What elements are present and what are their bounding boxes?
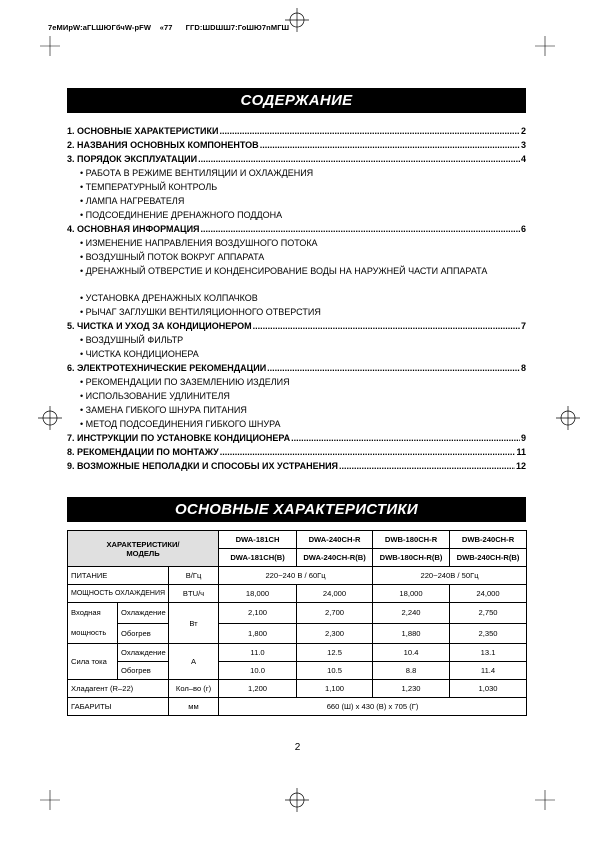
toc-entry xyxy=(67,124,526,138)
row-label: мощность xyxy=(71,628,107,637)
table-row xyxy=(68,680,527,698)
model-name: DWA-240CH-R(B) xyxy=(297,549,373,567)
toc-subentry xyxy=(67,375,526,389)
toc-dot-leader xyxy=(219,124,520,138)
print-header-line: 7eМИрW:аГLШЮГбчW-pFW «77 ГГD:ШDШШ7:ГоШЮ7nМГШ xyxy=(48,23,290,32)
toc-subentry-title: • ВОЗДУШНЫЙ ФИЛЬТР xyxy=(80,335,184,345)
value-cell: 1,100 xyxy=(297,680,373,698)
value-cell: 2,700 xyxy=(297,603,373,624)
toc-entry-title: 6. ЭЛЕКТРОТЕХНИЧЕСКИЕ РЕКОМЕНДАЦИИ xyxy=(67,363,267,373)
table-row xyxy=(68,698,527,716)
crop-mark-top-left-icon xyxy=(40,36,70,66)
mode-label: Обогрев xyxy=(118,662,169,680)
spec-header-cell xyxy=(68,531,219,567)
toc-dot-leader xyxy=(201,222,520,236)
unit-cell: Кол–во (г) xyxy=(169,680,219,698)
value-cell: 11.4 xyxy=(450,662,527,680)
model-name: DWB-180CH-R xyxy=(373,531,450,549)
registration-mark-top-icon xyxy=(285,8,309,32)
unit-cell: A xyxy=(169,644,219,680)
value-cell: 8.8 xyxy=(373,662,450,680)
registration-mark-right-icon xyxy=(556,406,580,430)
crop-mark-bottom-right-icon xyxy=(535,790,565,820)
value-cell: 11.0 xyxy=(219,644,297,662)
toc-dot-leader xyxy=(267,361,520,375)
toc-page-number: 6 xyxy=(520,224,526,234)
crop-mark-bottom-left-icon xyxy=(40,790,70,820)
table-of-contents xyxy=(67,124,526,473)
model-name: DWB-240CH-R xyxy=(450,531,527,549)
toc-subentry xyxy=(67,347,526,361)
toc-entry xyxy=(67,361,526,375)
toc-dot-leader xyxy=(260,138,520,152)
value-cell: 10.0 xyxy=(219,662,297,680)
table-row xyxy=(68,531,527,549)
spec-header-label: ХАРАКТЕРИСТИКИ/ xyxy=(106,539,180,549)
toc-entry-title: 5. ЧИСТКА И УХОД ЗА КОНДИЦИОНЕРОМ xyxy=(67,321,252,331)
value-cell: 10.5 xyxy=(297,662,373,680)
toc-subentry xyxy=(67,333,526,347)
row-label: Входная xyxy=(71,608,101,617)
toc-entry xyxy=(67,431,526,445)
toc-page-number: 7 xyxy=(520,321,526,331)
toc-dot-leader xyxy=(291,431,520,445)
specifications-table xyxy=(67,530,527,716)
value-cell: 220~240 В / 60Гц xyxy=(219,567,373,585)
toc-subentry-title: • МЕТОД ПОДСОЕДИНЕНИЯ ГИБКОГО ШНУРА xyxy=(80,419,281,429)
toc-entry xyxy=(67,138,526,152)
row-label: ГАБАРИТЫ xyxy=(68,698,169,716)
toc-page-number: 9 xyxy=(520,433,526,443)
toc-subentry xyxy=(67,180,526,194)
toc-subentry xyxy=(67,403,526,417)
toc-dot-leader xyxy=(253,319,520,333)
toc-entry-title: 4. ОСНОВНАЯ ИНФОРМАЦИЯ xyxy=(67,224,200,234)
row-label-cell xyxy=(68,603,118,644)
toc-entry xyxy=(67,445,526,459)
value-cell: 1,800 xyxy=(219,623,297,644)
toc-entry xyxy=(67,459,526,473)
toc-entry-title: 7. ИНСТРУКЦИИ ПО УСТАНОВКЕ КОНДИЦИОНЕРА xyxy=(67,433,291,443)
registration-mark-bottom-icon xyxy=(285,788,309,812)
toc-subentry-title: • ЧИСТКА КОНДИЦИОНЕРА xyxy=(80,349,199,359)
toc-dot-leader xyxy=(339,459,515,473)
value-cell: 2,300 xyxy=(297,623,373,644)
toc-entry-title: 9. ВОЗМОЖНЫЕ НЕПОЛАДКИ И СПОСОБЫ ИХ УСТРАНЕНИЯ xyxy=(67,461,339,471)
toc-page-number: 4 xyxy=(520,154,526,164)
model-name: DWA-181CH(B) xyxy=(219,549,297,567)
value-cell: 13.1 xyxy=(450,644,527,662)
page-number: 2 xyxy=(294,742,301,753)
specs-title-banner: ОСНОВНЫЕ ХАРАКТЕРИСТИКИ xyxy=(67,497,526,522)
toc-subentry-title: • ИЗМЕНЕНИЕ НАПРАВЛЕНИЯ ВОЗДУШНОГО ПОТОКА xyxy=(80,238,318,248)
value-cell: 2,350 xyxy=(450,623,527,644)
toc-subentry xyxy=(67,389,526,403)
toc-page-number: 2 xyxy=(520,126,526,136)
table-row xyxy=(68,623,527,644)
model-name: DWB-240CH-R(B) xyxy=(450,549,527,567)
toc-subentry xyxy=(67,264,526,291)
registration-mark-left-icon xyxy=(38,406,62,430)
row-label: Сила тока xyxy=(68,644,118,680)
table-row xyxy=(68,662,527,680)
toc-subentry-title: • РАБОТА В РЕЖИМЕ ВЕНТИЛЯЦИИ И ОХЛАЖДЕНИЯ xyxy=(80,168,314,178)
toc-subentry-title: • ПОДСОЕДИНЕНИЕ ДРЕНАЖНОГО ПОДДОНА xyxy=(80,210,283,220)
value-cell: 24,000 xyxy=(450,585,527,603)
toc-entry-title: 8. РЕКОМЕНДАЦИИ ПО МОНТАЖУ xyxy=(67,447,219,457)
unit-cell: Вт xyxy=(169,603,219,644)
toc-subentry xyxy=(67,291,526,305)
unit-cell: BTU/ч xyxy=(169,585,219,603)
toc-entry xyxy=(67,319,526,333)
value-cell: 220~240В / 50Гц xyxy=(373,567,527,585)
table-row xyxy=(68,644,527,662)
value-cell: 12.5 xyxy=(297,644,373,662)
row-label: Хладагент (R–22) xyxy=(68,680,169,698)
toc-subentry-title: • ДРЕНАЖНЫЙ ОТВЕРСТИЕ И КОНДЕНСИРОВАНИЕ ВОДЫ НА НАРУЖНЕЙ ЧАСТИ АППАРАТА xyxy=(80,266,488,276)
mode-label: Охлаждение xyxy=(118,644,169,662)
toc-subentry-title: • ВОЗДУШНЫЙ ПОТОК ВОКРУГ АППАРАТА xyxy=(80,252,265,262)
value-cell: 1,230 xyxy=(373,680,450,698)
toc-subentry-title: • УСТАНОВКА ДРЕНАЖНЫХ КОЛПАЧКОВ xyxy=(80,293,258,303)
toc-subentry-title: • ТЕМПЕРАТУРНЫЙ КОНТРОЛЬ xyxy=(80,182,218,192)
toc-title-banner: СОДЕРЖАНИЕ xyxy=(67,88,526,113)
toc-entry-title: 3. ПОРЯДОК ЭКСПЛУАТАЦИИ xyxy=(67,154,198,164)
model-name: DWA-240CH-R xyxy=(297,531,373,549)
toc-subentry-title: • ЗАМЕНА ГИБКОГО ШНУРА ПИТАНИЯ xyxy=(80,405,247,415)
toc-subentry xyxy=(67,250,526,264)
toc-subentry-title: • РЕКОМЕНДАЦИИ ПО ЗАЗЕМЛЕНИЮ ИЗДЕЛИЯ xyxy=(80,377,290,387)
value-cell: 2,750 xyxy=(450,603,527,624)
toc-page-number: 3 xyxy=(520,140,526,150)
toc-subentry xyxy=(67,208,526,222)
value-cell: 1,200 xyxy=(219,680,297,698)
toc-subentry-title: • ИСПОЛЬЗОВАНИЕ УДЛИНИТЕЛЯ xyxy=(80,391,230,401)
toc-entry xyxy=(67,152,526,166)
value-cell: 24,000 xyxy=(297,585,373,603)
table-row xyxy=(68,567,527,585)
table-row xyxy=(68,585,527,603)
toc-page-number: 8 xyxy=(520,363,526,373)
value-cell: 2,100 xyxy=(219,603,297,624)
toc-page-number: 11 xyxy=(516,447,526,457)
toc-subentry xyxy=(67,166,526,180)
toc-subentry xyxy=(67,236,526,250)
toc-subentry xyxy=(67,417,526,431)
row-label: ПИТАНИЕ xyxy=(68,567,169,585)
value-cell: 1,030 xyxy=(450,680,527,698)
model-name: DWB-180CH-R(B) xyxy=(373,549,450,567)
toc-entry-title: 2. НАЗВАНИЯ ОСНОВНЫХ КОМПОНЕНТОВ xyxy=(67,140,259,150)
crop-mark-top-right-icon xyxy=(535,36,565,66)
toc-subentry-title: • РЫЧАГ ЗАГЛУШКИ ВЕНТИЛЯЦИОННОГО ОТВЕРСТИЯ xyxy=(80,307,321,317)
unit-cell: В/Гц xyxy=(169,567,219,585)
unit-cell: мм xyxy=(169,698,219,716)
value-cell: 18,000 xyxy=(219,585,297,603)
value-cell: 660 (Ш) x 430 (В) x 705 (Г) xyxy=(219,698,527,716)
toc-entry xyxy=(67,222,526,236)
table-row xyxy=(68,603,527,624)
model-name: DWA-181CH xyxy=(219,531,297,549)
value-cell: 18,000 xyxy=(373,585,450,603)
toc-page-number: 12 xyxy=(515,461,526,471)
value-cell: 10.4 xyxy=(373,644,450,662)
toc-entry-title: 1. ОСНОВНЫЕ ХАРАКТЕРИСТИКИ xyxy=(67,126,219,136)
toc-subentry-title: • ЛАМПА НАГРЕВАТЕЛЯ xyxy=(80,196,185,206)
value-cell: 1,880 xyxy=(373,623,450,644)
toc-dot-leader xyxy=(198,152,520,166)
toc-subentry xyxy=(67,305,526,319)
toc-dot-leader xyxy=(220,445,516,459)
row-label: МОЩНОСТЬ ОХЛАЖДЕНИЯ xyxy=(68,585,169,603)
value-cell: 2,240 xyxy=(373,603,450,624)
toc-subentry xyxy=(67,194,526,208)
mode-label: Обогрев xyxy=(118,623,169,644)
spec-header-label: МОДЕЛЬ xyxy=(126,548,160,558)
mode-label: Охлаждение xyxy=(118,603,169,624)
